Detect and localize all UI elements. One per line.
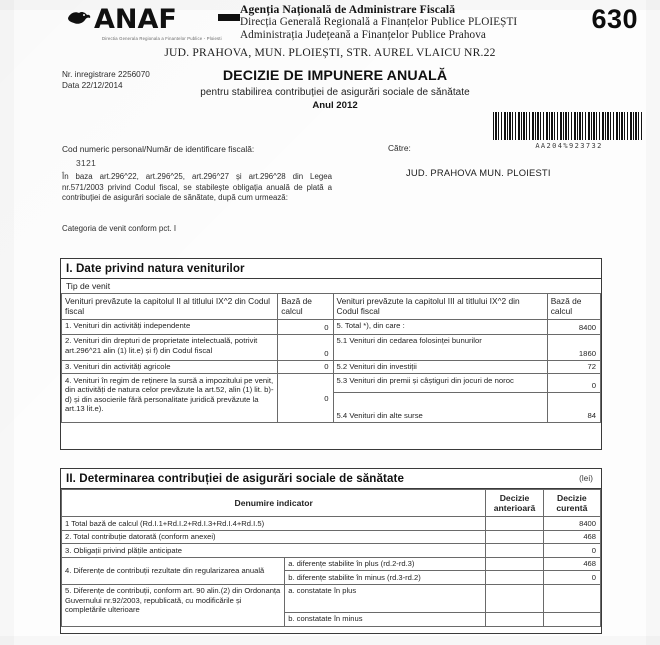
registration-block bbox=[62, 69, 150, 91]
row-value: 0 bbox=[547, 374, 600, 393]
table-row bbox=[62, 334, 601, 360]
row-value-current: 468 bbox=[543, 530, 600, 544]
row-label: 4. Diferențe de contribuții rezultate din regularizarea anuală bbox=[62, 557, 285, 584]
row-sublabel: b. diferențe stabilite în minus (rd.3-rd.2) bbox=[285, 571, 486, 585]
row-value-previous bbox=[486, 584, 543, 612]
table-header-row bbox=[62, 294, 601, 320]
currency-unit: (lei) bbox=[579, 474, 593, 483]
registration-number: Nr. inregistrare 2256070 bbox=[62, 70, 150, 79]
barcode-text: AA204%923732 bbox=[535, 142, 603, 150]
row-label: 5. Total *), din care : bbox=[333, 319, 547, 334]
row-label: 5.3 Venituri din premii și câștiguri din jocuri de noroc bbox=[333, 374, 547, 393]
agency-line-3: Administrația Județeană a Finanțelor Publice Prahova bbox=[240, 29, 486, 41]
row-label: 3. Venituri din activități agricole bbox=[62, 360, 278, 374]
row-label: 5. Diferențe de contribuții, conform art. 90 alin.(2) din Ordonanța Guvernului nr.92/2003, republicată, cu modificările și completările ulterioare bbox=[62, 584, 285, 626]
col-head-right: Venituri prevăzute la capitolul III al titlului IX^2 din Codul fiscal bbox=[333, 294, 547, 320]
col-head-left: Venituri prevăzute la capitolul II al titlului IX^2 din Codul fiscal bbox=[62, 294, 278, 320]
agency-address: JUD. PRAHOVA, MUN. PLOIEȘTI, STR. AUREL VLAICU NR.22 bbox=[164, 46, 496, 59]
row-value-current: 0 bbox=[543, 571, 600, 585]
col-head-indicator: Denumire indicator bbox=[62, 490, 486, 517]
row-value: 0 bbox=[278, 334, 333, 360]
row-value: 0 bbox=[278, 360, 333, 374]
row-value: 0 bbox=[278, 374, 333, 423]
table-row bbox=[62, 319, 601, 334]
table-row bbox=[62, 584, 601, 612]
row-value-previous bbox=[486, 612, 543, 626]
row-value-previous bbox=[486, 517, 543, 531]
row-value-previous bbox=[486, 557, 543, 571]
row-value: 8400 bbox=[547, 319, 600, 334]
row-label: 1 Total bază de calcul (Rd.I.1+Rd.I.2+Rd.I.3+Rd.I.4+Rd.I.5) bbox=[62, 517, 486, 531]
document-header bbox=[0, 2, 660, 64]
table-header-row bbox=[62, 490, 601, 517]
anaf-logo bbox=[66, 4, 238, 50]
row-sublabel: a. constatate în plus bbox=[285, 584, 486, 612]
barcode-bars bbox=[493, 112, 643, 140]
agency-line-1: Agenția Națională de Administrare Fiscală bbox=[240, 3, 456, 16]
row-value-current: 468 bbox=[543, 557, 600, 571]
cnp-block bbox=[62, 143, 254, 169]
row-label: 2. Total contribuție datorată (conform anexei) bbox=[62, 530, 486, 544]
row-value-current bbox=[543, 584, 600, 612]
document-number: 630 bbox=[591, 4, 638, 34]
row-value: 84 bbox=[547, 393, 600, 423]
row-label: 5.4 Venituri din alte surse bbox=[333, 393, 547, 423]
agency-names bbox=[240, 3, 570, 42]
table-row bbox=[62, 530, 601, 544]
scan-artifact-right bbox=[646, 0, 660, 645]
row-label: 4. Venituri în regim de reținere la sursă a impozitului pe venit, din activități de natura celor prevăzute la art.52, alin (1) lit. b)-d) și din asocierile fără personalitate juridică prevăzute la art.13 lit.e). bbox=[62, 374, 278, 423]
row-label: 5.2 Venituri din investiții bbox=[333, 360, 547, 374]
table-row bbox=[62, 374, 601, 393]
table-row bbox=[62, 557, 601, 571]
agency-line-2: Direcția Generală Regională a Finanțelor Publice PLOIEȘTI bbox=[240, 16, 518, 28]
recipient-label: Către: bbox=[388, 143, 411, 153]
row-label: 2. Venituri din drepturi de proprietate intelectuală, potrivit art.296^21 alin (1) lit.e) și f) din Codul fiscal bbox=[62, 334, 278, 360]
section-2-title bbox=[61, 469, 601, 489]
col-head-previous: Decizie anterioară bbox=[486, 490, 543, 517]
table-row bbox=[62, 360, 601, 374]
section-1-title: I. Date privind natura veniturilor bbox=[61, 259, 601, 279]
section-2-table bbox=[61, 489, 601, 627]
col-head-right-base: Bază de calcul bbox=[547, 294, 600, 320]
registration-date: Data 22/12/2014 bbox=[62, 81, 123, 90]
row-value: 0 bbox=[278, 319, 333, 334]
section-2 bbox=[60, 468, 602, 634]
col-head-left-base: Bază de calcul bbox=[278, 294, 333, 320]
row-value-current: 0 bbox=[543, 544, 600, 558]
cnp-value: 3121 bbox=[76, 158, 97, 168]
recipient-value: JUD. PRAHOVA MUN. PLOIESTI bbox=[406, 167, 551, 178]
cnp-label: Cod numeric personal/Număr de identificare fiscală: bbox=[62, 144, 255, 154]
page-title: DECIZIE DE IMPUNERE ANUALĂ bbox=[222, 68, 448, 84]
document-title-block bbox=[170, 68, 500, 111]
row-label: 3. Obligații privind plățile anticipate bbox=[62, 544, 486, 558]
section-1 bbox=[60, 258, 602, 450]
row-value-previous bbox=[486, 530, 543, 544]
anaf-logo-subtitle: Directia Generala Regionala a Finantelor Publice - Ploiesti bbox=[102, 36, 222, 41]
section-2-title-text: II. Determinarea contribuției de asigurări sociale de sănătate bbox=[66, 472, 405, 485]
row-value-previous bbox=[486, 544, 543, 558]
eagle-icon bbox=[66, 9, 92, 29]
income-category-line: Categoria de venit conform pct. I bbox=[62, 224, 177, 233]
row-value-current bbox=[543, 612, 600, 626]
legal-paragraph: În baza art.296^22, art.296^25, art.296^27 și art.296^28 din Legea nr.571/2003 privind Codul fiscal, se stabilește obligația anuală de plată a contribuției de asigurări sociale de sănătate, după cum urmează: bbox=[62, 172, 332, 203]
row-label: 1. Venituri din activități independente bbox=[62, 319, 278, 334]
recipient-block bbox=[388, 143, 551, 178]
row-label: 5.1 Venituri din cedarea folosinței bunurilor bbox=[333, 334, 547, 360]
table-row bbox=[62, 544, 601, 558]
row-value-previous bbox=[486, 571, 543, 585]
section-1-table bbox=[61, 293, 601, 423]
row-value: 1860 bbox=[547, 334, 600, 360]
tip-venit-label: Tip de venit bbox=[66, 281, 111, 291]
anaf-logo-text: ANAF bbox=[94, 4, 177, 35]
row-sublabel: a. diferențe stabilite în plus (rd.2-rd.3) bbox=[285, 557, 486, 571]
page-subtitle: pentru stabilirea contribuției de asigurări sociale de sănătate bbox=[200, 87, 470, 98]
col-head-current: Decizie curentă bbox=[543, 490, 600, 517]
row-value: 72 bbox=[547, 360, 600, 374]
scan-artifact-bottom bbox=[0, 636, 660, 645]
table-row bbox=[62, 517, 601, 531]
row-value-current: 8400 bbox=[543, 517, 600, 531]
scan-artifact-left bbox=[0, 0, 14, 645]
row-sublabel: b. constatate în minus bbox=[285, 612, 486, 626]
fiscal-year: Anul 2012 bbox=[312, 100, 358, 111]
logo-bar bbox=[218, 14, 240, 21]
